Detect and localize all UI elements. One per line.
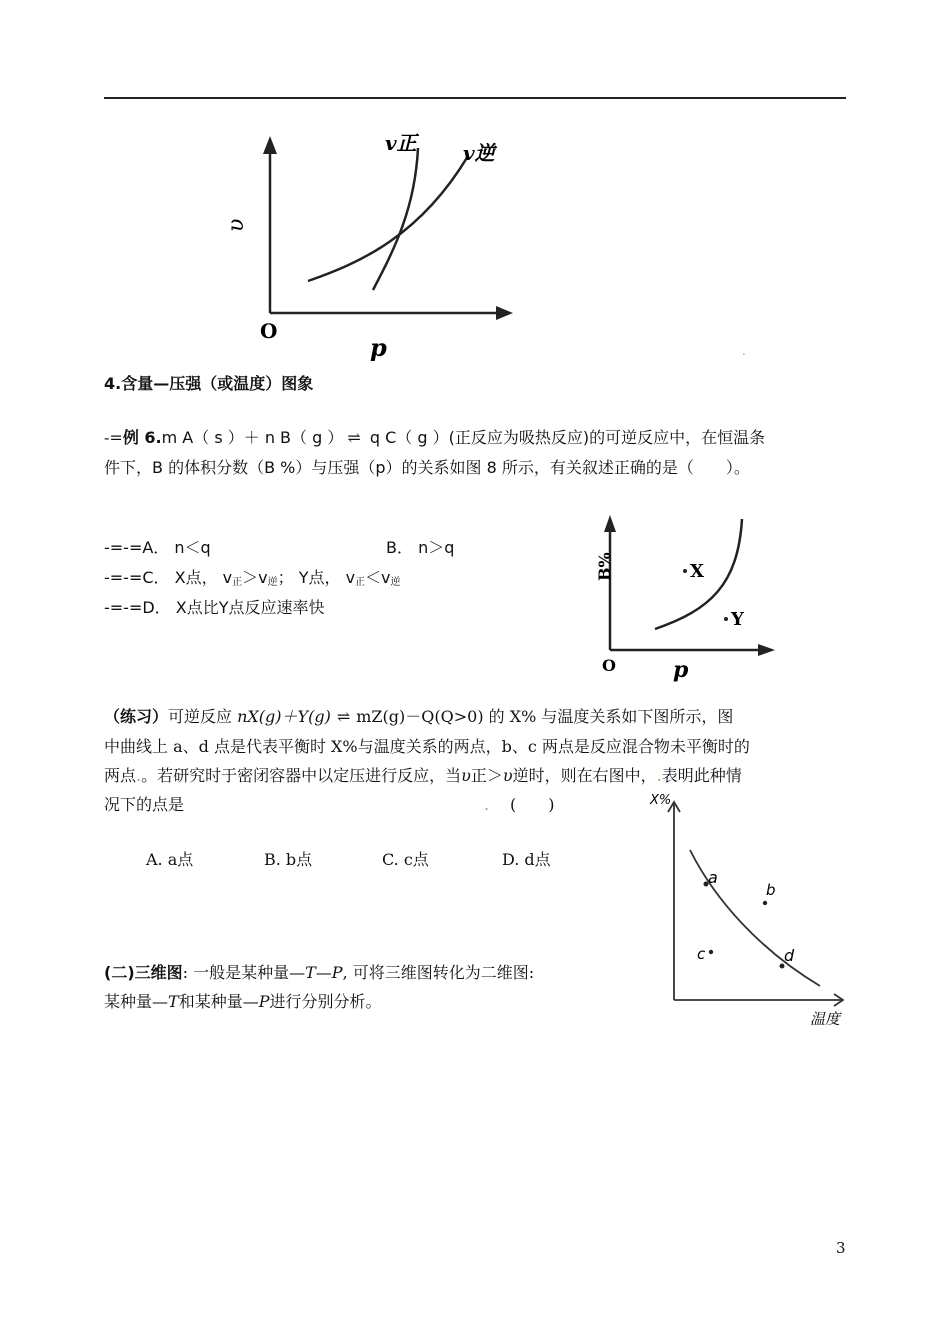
y-axis-label: υ (224, 218, 249, 232)
equilibrium-arrow: ⇌ (347, 428, 361, 447)
section-3d-line-2: 某种量—T和某种量—P进行分别分析。 (104, 992, 382, 1011)
y-axis-label: X% (650, 793, 672, 808)
example-line-2: 件下，B 的体积分数（B %）与压强（p）的关系如图 8 所示，有关叙述正确的是（ ）。 (104, 458, 750, 477)
option-a: -=-=A． n＜q (104, 538, 211, 557)
x-axis-label: p (370, 333, 387, 362)
reaction-left: m A（ s ）＋ n B（ g ） (161, 428, 344, 447)
label-v-reverse: v逆 (463, 141, 495, 165)
label-v-forward: v正 (385, 131, 417, 155)
option-c: -=-=C． X点， $v_正>v_逆$； Y点， $v_正<v_逆$ (104, 568, 401, 588)
point-y-label: Y (731, 609, 744, 630)
x-axis-label: p (673, 657, 689, 683)
choice-d: D. d点 (502, 850, 551, 869)
point-x-label: X (690, 561, 704, 582)
choice-c: C. c点 (382, 850, 429, 869)
option-d: -=-=D． X点比Y点反应速率快 (104, 598, 325, 617)
point-d-label: d (784, 946, 795, 965)
practice-line-1: （练习）可逆反应 nX(g)＋Y(g) ⇌ mZ(g)－Q(Q>0) 的 X% 与温度关系如下图所示，图 (104, 707, 734, 726)
practice-paren: ( ) (510, 795, 555, 814)
section-3d-line-1: (二)三维图: 一般是某种量—T—P, 可将三维图转化为二维图: (104, 963, 535, 982)
x-axis-label: 温度 (810, 1010, 841, 1028)
stray-mark: . (484, 795, 490, 814)
figure-xpercent-temperature (640, 790, 855, 1035)
equilibrium-arrow: ⇌ (336, 707, 351, 726)
option-b: B． n＞q (386, 538, 455, 557)
example-prefix: -= (104, 428, 123, 447)
stray-mark: . (742, 344, 746, 358)
curve-v-forward (373, 148, 418, 290)
example-line-1 (104, 424, 765, 452)
reaction-right: q C（ g ）(正反应为吸热反应)的可逆反应中，在恒温条 (364, 428, 766, 447)
example-label: 例 6. (122, 428, 162, 447)
point-a-label: a (708, 868, 718, 887)
choice-a: A. a点 (146, 850, 194, 869)
point-c-label: c (697, 945, 706, 963)
section-heading: 4.含量—压强（或温度）图象 (104, 374, 314, 393)
figure-bpercent-pressure (570, 505, 785, 685)
y-axis-label: B% (595, 552, 614, 581)
choice-b: B. b点 (264, 850, 313, 869)
figure-velocity-pressure (220, 118, 520, 363)
point-b-label: b (766, 881, 776, 899)
origin-label: O (602, 656, 616, 675)
origin-label: O (260, 319, 278, 343)
header-rule (104, 97, 846, 99)
practice-line-4: 况下的点是 (104, 795, 185, 814)
practice-line-2: 中曲线上 a、d 点是代表平衡时 X%与温度关系的两点，b、c 两点是反应混合物未平衡时的 (104, 737, 750, 756)
practice-line-3: 两点.。若研究时于密闭容器中以定压进行反应，当υ正＞υ逆时，则在右图中，.表明此种情 (104, 766, 742, 785)
page-number: 3 (836, 1239, 846, 1257)
